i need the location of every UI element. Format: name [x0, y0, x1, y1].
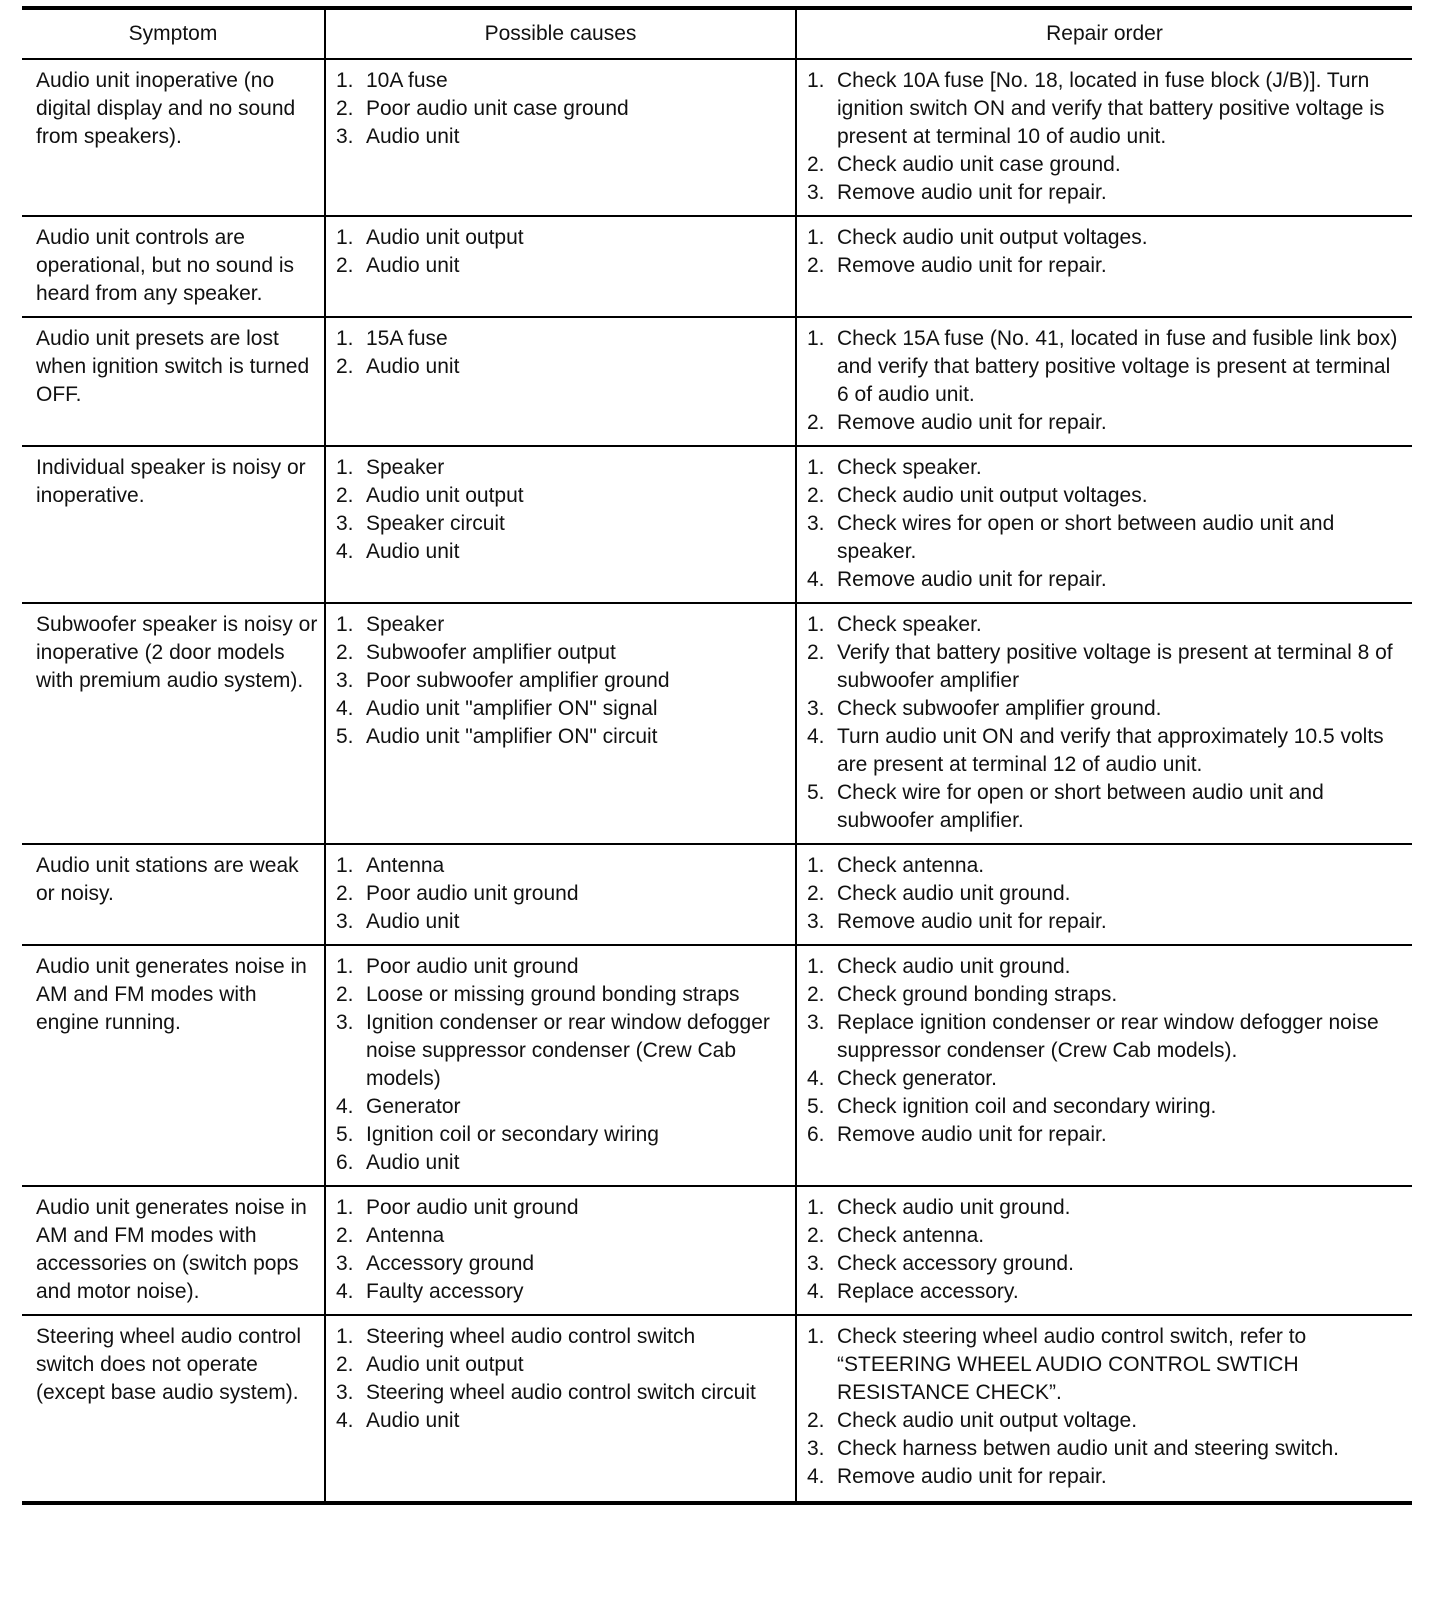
item-number: 1. [336, 456, 354, 479]
repair-order-list [807, 325, 1406, 437]
symptom-cell: Audio unit generates noise in AM and FM modes with accessories on (switch pops and motor noise). [22, 1186, 325, 1315]
cause-item-text: Audio unit [366, 540, 460, 563]
repair-step [807, 1121, 1406, 1149]
cause-item-text: Audio unit output [366, 226, 524, 249]
repair-order-list [807, 67, 1406, 207]
table-row [22, 1315, 1412, 1503]
repair-step [807, 252, 1406, 280]
possible-causes-list [336, 852, 789, 936]
repair-step-text: Replace accessory. [837, 1280, 1019, 1303]
cause-item [336, 639, 789, 667]
repair-step-text: Check 15A fuse (No. 41, located in fuse and fusible link box) and verify that battery positive voltage is present at terminal 6 of audio unit. [837, 327, 1398, 406]
cause-item [336, 611, 789, 639]
item-number: 1. [807, 456, 825, 479]
item-number: 3. [807, 1437, 825, 1460]
repair-step-text: Remove audio unit for repair. [837, 1465, 1107, 1488]
repair-order-list [807, 953, 1406, 1149]
item-number: 2. [336, 882, 354, 905]
repair-step-text: Check audio unit output voltages. [837, 484, 1148, 507]
item-number: 3. [336, 125, 354, 148]
repair-step-text: Check ground bonding straps. [837, 983, 1118, 1006]
cause-item [336, 1407, 789, 1435]
cause-item [336, 482, 789, 510]
cause-item-text: Audio unit [366, 125, 460, 148]
item-number: 2. [336, 484, 354, 507]
table-row [22, 844, 1412, 945]
repair-step [807, 1407, 1406, 1435]
repair-order-cell [796, 603, 1412, 844]
cause-item-text: Subwoofer amplifier output [366, 641, 616, 664]
symptom-cell: Audio unit presets are lost when ignition switch is turned OFF. [22, 317, 325, 446]
repair-step [807, 1222, 1406, 1250]
item-number: 5. [336, 725, 354, 748]
item-number: 3. [807, 1011, 825, 1034]
item-number: 1. [336, 226, 354, 249]
item-number: 1. [336, 1325, 354, 1348]
cause-item [336, 1093, 789, 1121]
repair-step [807, 1463, 1406, 1491]
table-row [22, 603, 1412, 844]
repair-step-text: Check 10A fuse [No. 18, located in fuse block (J/B)]. Turn ignition switch ON and verify that battery positive voltage is present at terminal 10 of audio unit. [837, 69, 1385, 148]
cause-item-text: Speaker [366, 613, 445, 636]
repair-order-cell [796, 1186, 1412, 1315]
repair-step [807, 67, 1406, 151]
repair-step-text: Check audio unit ground. [837, 882, 1071, 905]
item-number: 2. [336, 97, 354, 120]
item-number: 3. [336, 1252, 354, 1275]
repair-order-list [807, 611, 1406, 835]
repair-order-cell [796, 844, 1412, 945]
possible-causes-list [336, 325, 789, 381]
item-number: 3. [336, 512, 354, 535]
header-repair-order: Repair order [796, 8, 1412, 59]
possible-causes-list [336, 1194, 789, 1306]
item-number: 1. [807, 1325, 825, 1348]
repair-step-text: Check audio unit output voltage. [837, 1409, 1138, 1432]
item-number: 4. [336, 1095, 354, 1118]
repair-step-text: Check speaker. [837, 456, 982, 479]
repair-order-cell [796, 1315, 1412, 1503]
cause-item-text: Poor audio unit ground [366, 1196, 579, 1219]
item-number: 2. [807, 254, 825, 277]
cause-item-text: 10A fuse [366, 69, 448, 92]
cause-item-text: Poor audio unit case ground [366, 97, 629, 120]
repair-step [807, 325, 1406, 409]
item-number: 3. [807, 910, 825, 933]
item-number: 1. [336, 1196, 354, 1219]
repair-step-text: Check wire for open or short between audio unit and subwoofer amplifier. [837, 781, 1324, 832]
header-symptom: Symptom [22, 8, 325, 59]
symptom-cell: Audio unit stations are weak or noisy. [22, 844, 325, 945]
possible-causes-cell [325, 1186, 796, 1315]
repair-step [807, 1435, 1406, 1463]
item-number: 1. [807, 854, 825, 877]
repair-step-text: Check speaker. [837, 613, 982, 636]
cause-item [336, 95, 789, 123]
cause-item-text: Accessory ground [366, 1252, 535, 1275]
possible-causes-cell [325, 59, 796, 216]
symptom-cell: Audio unit generates noise in AM and FM modes with engine running. [22, 945, 325, 1186]
repair-step-text: Remove audio unit for repair. [837, 910, 1107, 933]
item-number: 2. [807, 882, 825, 905]
item-number: 3. [807, 181, 825, 204]
item-number: 1. [336, 327, 354, 350]
cause-item [336, 1323, 789, 1351]
repair-step [807, 409, 1406, 437]
cause-item-text: Faulty accessory [366, 1280, 524, 1303]
possible-causes-list [336, 1323, 789, 1435]
cause-item [336, 852, 789, 880]
item-number: 4. [336, 540, 354, 563]
cause-item [336, 880, 789, 908]
cause-item [336, 1149, 789, 1177]
cause-item [336, 723, 789, 751]
repair-step-text: Check audio unit ground. [837, 955, 1071, 978]
item-number: 3. [336, 669, 354, 692]
cause-item-text: 15A fuse [366, 327, 448, 350]
repair-step [807, 1065, 1406, 1093]
item-number: 2. [807, 1224, 825, 1247]
item-number: 4. [807, 568, 825, 591]
possible-causes-cell [325, 216, 796, 317]
repair-step [807, 695, 1406, 723]
repair-order-list [807, 224, 1406, 280]
item-number: 4. [807, 1067, 825, 1090]
header-possible-causes: Possible causes [325, 8, 796, 59]
repair-order-list [807, 1323, 1406, 1491]
cause-item-text: Audio unit [366, 910, 460, 933]
repair-step-text: Check audio unit case ground. [837, 153, 1121, 176]
cause-item-text: Poor audio unit ground [366, 882, 579, 905]
repair-step [807, 908, 1406, 936]
possible-causes-list [336, 454, 789, 566]
repair-step [807, 981, 1406, 1009]
possible-causes-list [336, 67, 789, 151]
symptom-cell: Steering wheel audio control switch does not operate (except base audio system). [22, 1315, 325, 1503]
symptom-cell: Audio unit inoperative (no digital display and no sound from speakers). [22, 59, 325, 216]
item-number: 2. [807, 1409, 825, 1432]
repair-step [807, 566, 1406, 594]
cause-item [336, 695, 789, 723]
cause-item [336, 1121, 789, 1149]
item-number: 1. [336, 955, 354, 978]
possible-causes-list [336, 611, 789, 751]
repair-step [807, 723, 1406, 779]
item-number: 1. [807, 69, 825, 92]
cause-item-text: Ignition condenser or rear window defogger noise suppressor condenser (Crew Cab models) [366, 1011, 770, 1090]
repair-step [807, 454, 1406, 482]
table-header [22, 8, 1412, 59]
item-number: 2. [807, 983, 825, 1006]
item-number: 4. [807, 1280, 825, 1303]
possible-causes-list [336, 224, 789, 280]
cause-item [336, 908, 789, 936]
item-number: 2. [807, 411, 825, 434]
item-number: 2. [336, 641, 354, 664]
item-number: 3. [807, 697, 825, 720]
repair-step [807, 779, 1406, 835]
repair-step [807, 1093, 1406, 1121]
item-number: 2. [336, 983, 354, 1006]
cause-item-text: Poor subwoofer amplifier ground [366, 669, 670, 692]
cause-item [336, 1222, 789, 1250]
repair-step [807, 1323, 1406, 1407]
table-row [22, 1186, 1412, 1315]
header-row [22, 8, 1412, 59]
cause-item [336, 538, 789, 566]
possible-causes-cell [325, 317, 796, 446]
table-body [22, 59, 1412, 1503]
item-number: 2. [336, 355, 354, 378]
repair-step-text: Check generator. [837, 1067, 997, 1090]
item-number: 5. [807, 781, 825, 804]
possible-causes-list [336, 953, 789, 1177]
repair-step-text: Remove audio unit for repair. [837, 254, 1107, 277]
repair-step-text: Check antenna. [837, 854, 985, 877]
cause-item [336, 252, 789, 280]
repair-step-text: Remove audio unit for repair. [837, 1123, 1107, 1146]
repair-step [807, 852, 1406, 880]
cause-item [336, 1278, 789, 1306]
cause-item-text: Antenna [366, 1224, 445, 1247]
cause-item-text: Audio unit [366, 355, 460, 378]
cause-item [336, 123, 789, 151]
repair-step-text: Remove audio unit for repair. [837, 568, 1107, 591]
cause-item [336, 454, 789, 482]
repair-step [807, 482, 1406, 510]
repair-step-text: Check audio unit ground. [837, 1196, 1071, 1219]
item-number: 1. [807, 613, 825, 636]
cause-item [336, 1250, 789, 1278]
cause-item-text: Steering wheel audio control switch circuit [366, 1381, 756, 1404]
item-number: 4. [807, 1465, 825, 1488]
repair-order-cell [796, 59, 1412, 216]
cause-item [336, 1194, 789, 1222]
cause-item-text: Audio unit output [366, 484, 524, 507]
possible-causes-cell [325, 603, 796, 844]
repair-step-text: Remove audio unit for repair. [837, 181, 1107, 204]
repair-order-list [807, 1194, 1406, 1306]
cause-item-text: Speaker circuit [366, 512, 505, 535]
item-number: 3. [336, 1381, 354, 1404]
cause-item [336, 325, 789, 353]
item-number: 1. [807, 327, 825, 350]
cause-item-text: Antenna [366, 854, 445, 877]
cause-item-text: Ignition coil or secondary wiring [366, 1123, 659, 1146]
trouble-diagnosis-table [22, 6, 1412, 1505]
repair-step [807, 639, 1406, 695]
item-number: 2. [807, 484, 825, 507]
possible-causes-cell [325, 446, 796, 603]
item-number: 4. [807, 725, 825, 748]
repair-step-text: Check antenna. [837, 1224, 985, 1247]
cause-item-text: Speaker [366, 456, 445, 479]
cause-item-text: Poor audio unit ground [366, 955, 579, 978]
repair-step [807, 224, 1406, 252]
cause-item [336, 67, 789, 95]
symptom-cell: Audio unit controls are operational, but no sound is heard from any speaker. [22, 216, 325, 317]
repair-step [807, 953, 1406, 981]
item-number: 3. [807, 512, 825, 535]
item-number: 1. [336, 613, 354, 636]
repair-step [807, 1278, 1406, 1306]
repair-order-cell [796, 317, 1412, 446]
table-row [22, 945, 1412, 1186]
repair-step-text: Check steering wheel audio control switch, refer to “STEERING WHEEL AUDIO CONTROL SWTICH RESISTANCE CHECK”. [837, 1325, 1307, 1404]
table-row [22, 446, 1412, 603]
repair-step [807, 880, 1406, 908]
item-number: 1. [807, 955, 825, 978]
item-number: 1. [807, 226, 825, 249]
table-row [22, 216, 1412, 317]
cause-item [336, 353, 789, 381]
repair-order-list [807, 454, 1406, 594]
repair-step-text: Check subwoofer amplifier ground. [837, 697, 1162, 720]
repair-order-cell [796, 216, 1412, 317]
item-number: 2. [336, 254, 354, 277]
symptom-cell: Subwoofer speaker is noisy or inoperative (2 door models with premium audio system). [22, 603, 325, 844]
symptom-cell: Individual speaker is noisy or inoperative. [22, 446, 325, 603]
item-number: 6. [336, 1151, 354, 1174]
cause-item [336, 981, 789, 1009]
repair-step-text: Replace ignition condenser or rear window defogger noise suppressor condenser (Crew Cab models). [837, 1011, 1379, 1062]
item-number: 1. [336, 854, 354, 877]
item-number: 2. [807, 153, 825, 176]
item-number: 2. [807, 641, 825, 664]
item-number: 2. [336, 1353, 354, 1376]
repair-order-cell [796, 446, 1412, 603]
repair-step-text: Check harness betwen audio unit and steering switch. [837, 1437, 1339, 1460]
repair-step [807, 151, 1406, 179]
cause-item [336, 667, 789, 695]
repair-step-text: Check ignition coil and secondary wiring. [837, 1095, 1217, 1118]
table-row [22, 59, 1412, 216]
repair-step-text: Check accessory ground. [837, 1252, 1074, 1275]
item-number: 3. [807, 1252, 825, 1275]
repair-step [807, 1250, 1406, 1278]
item-number: 4. [336, 1409, 354, 1432]
repair-step [807, 1009, 1406, 1065]
repair-step-text: Verify that battery positive voltage is present at terminal 8 of subwoofer amplifier [837, 641, 1393, 692]
cause-item-text: Audio unit "amplifier ON" signal [366, 697, 658, 720]
possible-causes-cell [325, 844, 796, 945]
cause-item [336, 1379, 789, 1407]
possible-causes-cell [325, 945, 796, 1186]
repair-step-text: Remove audio unit for repair. [837, 411, 1107, 434]
cause-item-text: Audio unit [366, 1151, 460, 1174]
cause-item-text: Audio unit "amplifier ON" circuit [366, 725, 658, 748]
cause-item-text: Audio unit output [366, 1353, 524, 1376]
repair-step [807, 510, 1406, 566]
item-number: 4. [336, 1280, 354, 1303]
item-number: 1. [336, 69, 354, 92]
cause-item-text: Audio unit [366, 254, 460, 277]
repair-step [807, 1194, 1406, 1222]
cause-item [336, 953, 789, 981]
cause-item [336, 1351, 789, 1379]
item-number: 5. [807, 1095, 825, 1118]
repair-step-text: Check wires for open or short between audio unit and speaker. [837, 512, 1335, 563]
cause-item-text: Generator [366, 1095, 461, 1118]
cause-item [336, 1009, 789, 1093]
item-number: 5. [336, 1123, 354, 1146]
repair-order-cell [796, 945, 1412, 1186]
item-number: 4. [336, 697, 354, 720]
item-number: 1. [807, 1196, 825, 1219]
possible-causes-cell [325, 1315, 796, 1503]
repair-step-text: Turn audio unit ON and verify that approximately 10.5 volts are present at terminal 12 of audio unit. [837, 725, 1384, 776]
item-number: 6. [807, 1123, 825, 1146]
item-number: 3. [336, 910, 354, 933]
repair-step [807, 611, 1406, 639]
cause-item [336, 510, 789, 538]
repair-order-list [807, 852, 1406, 936]
cause-item [336, 224, 789, 252]
repair-step-text: Check audio unit output voltages. [837, 226, 1148, 249]
cause-item-text: Audio unit [366, 1409, 460, 1432]
cause-item-text: Loose or missing ground bonding straps [366, 983, 740, 1006]
item-number: 3. [336, 1011, 354, 1034]
table-row [22, 317, 1412, 446]
cause-item-text: Steering wheel audio control switch [366, 1325, 696, 1348]
repair-step [807, 179, 1406, 207]
item-number: 2. [336, 1224, 354, 1247]
